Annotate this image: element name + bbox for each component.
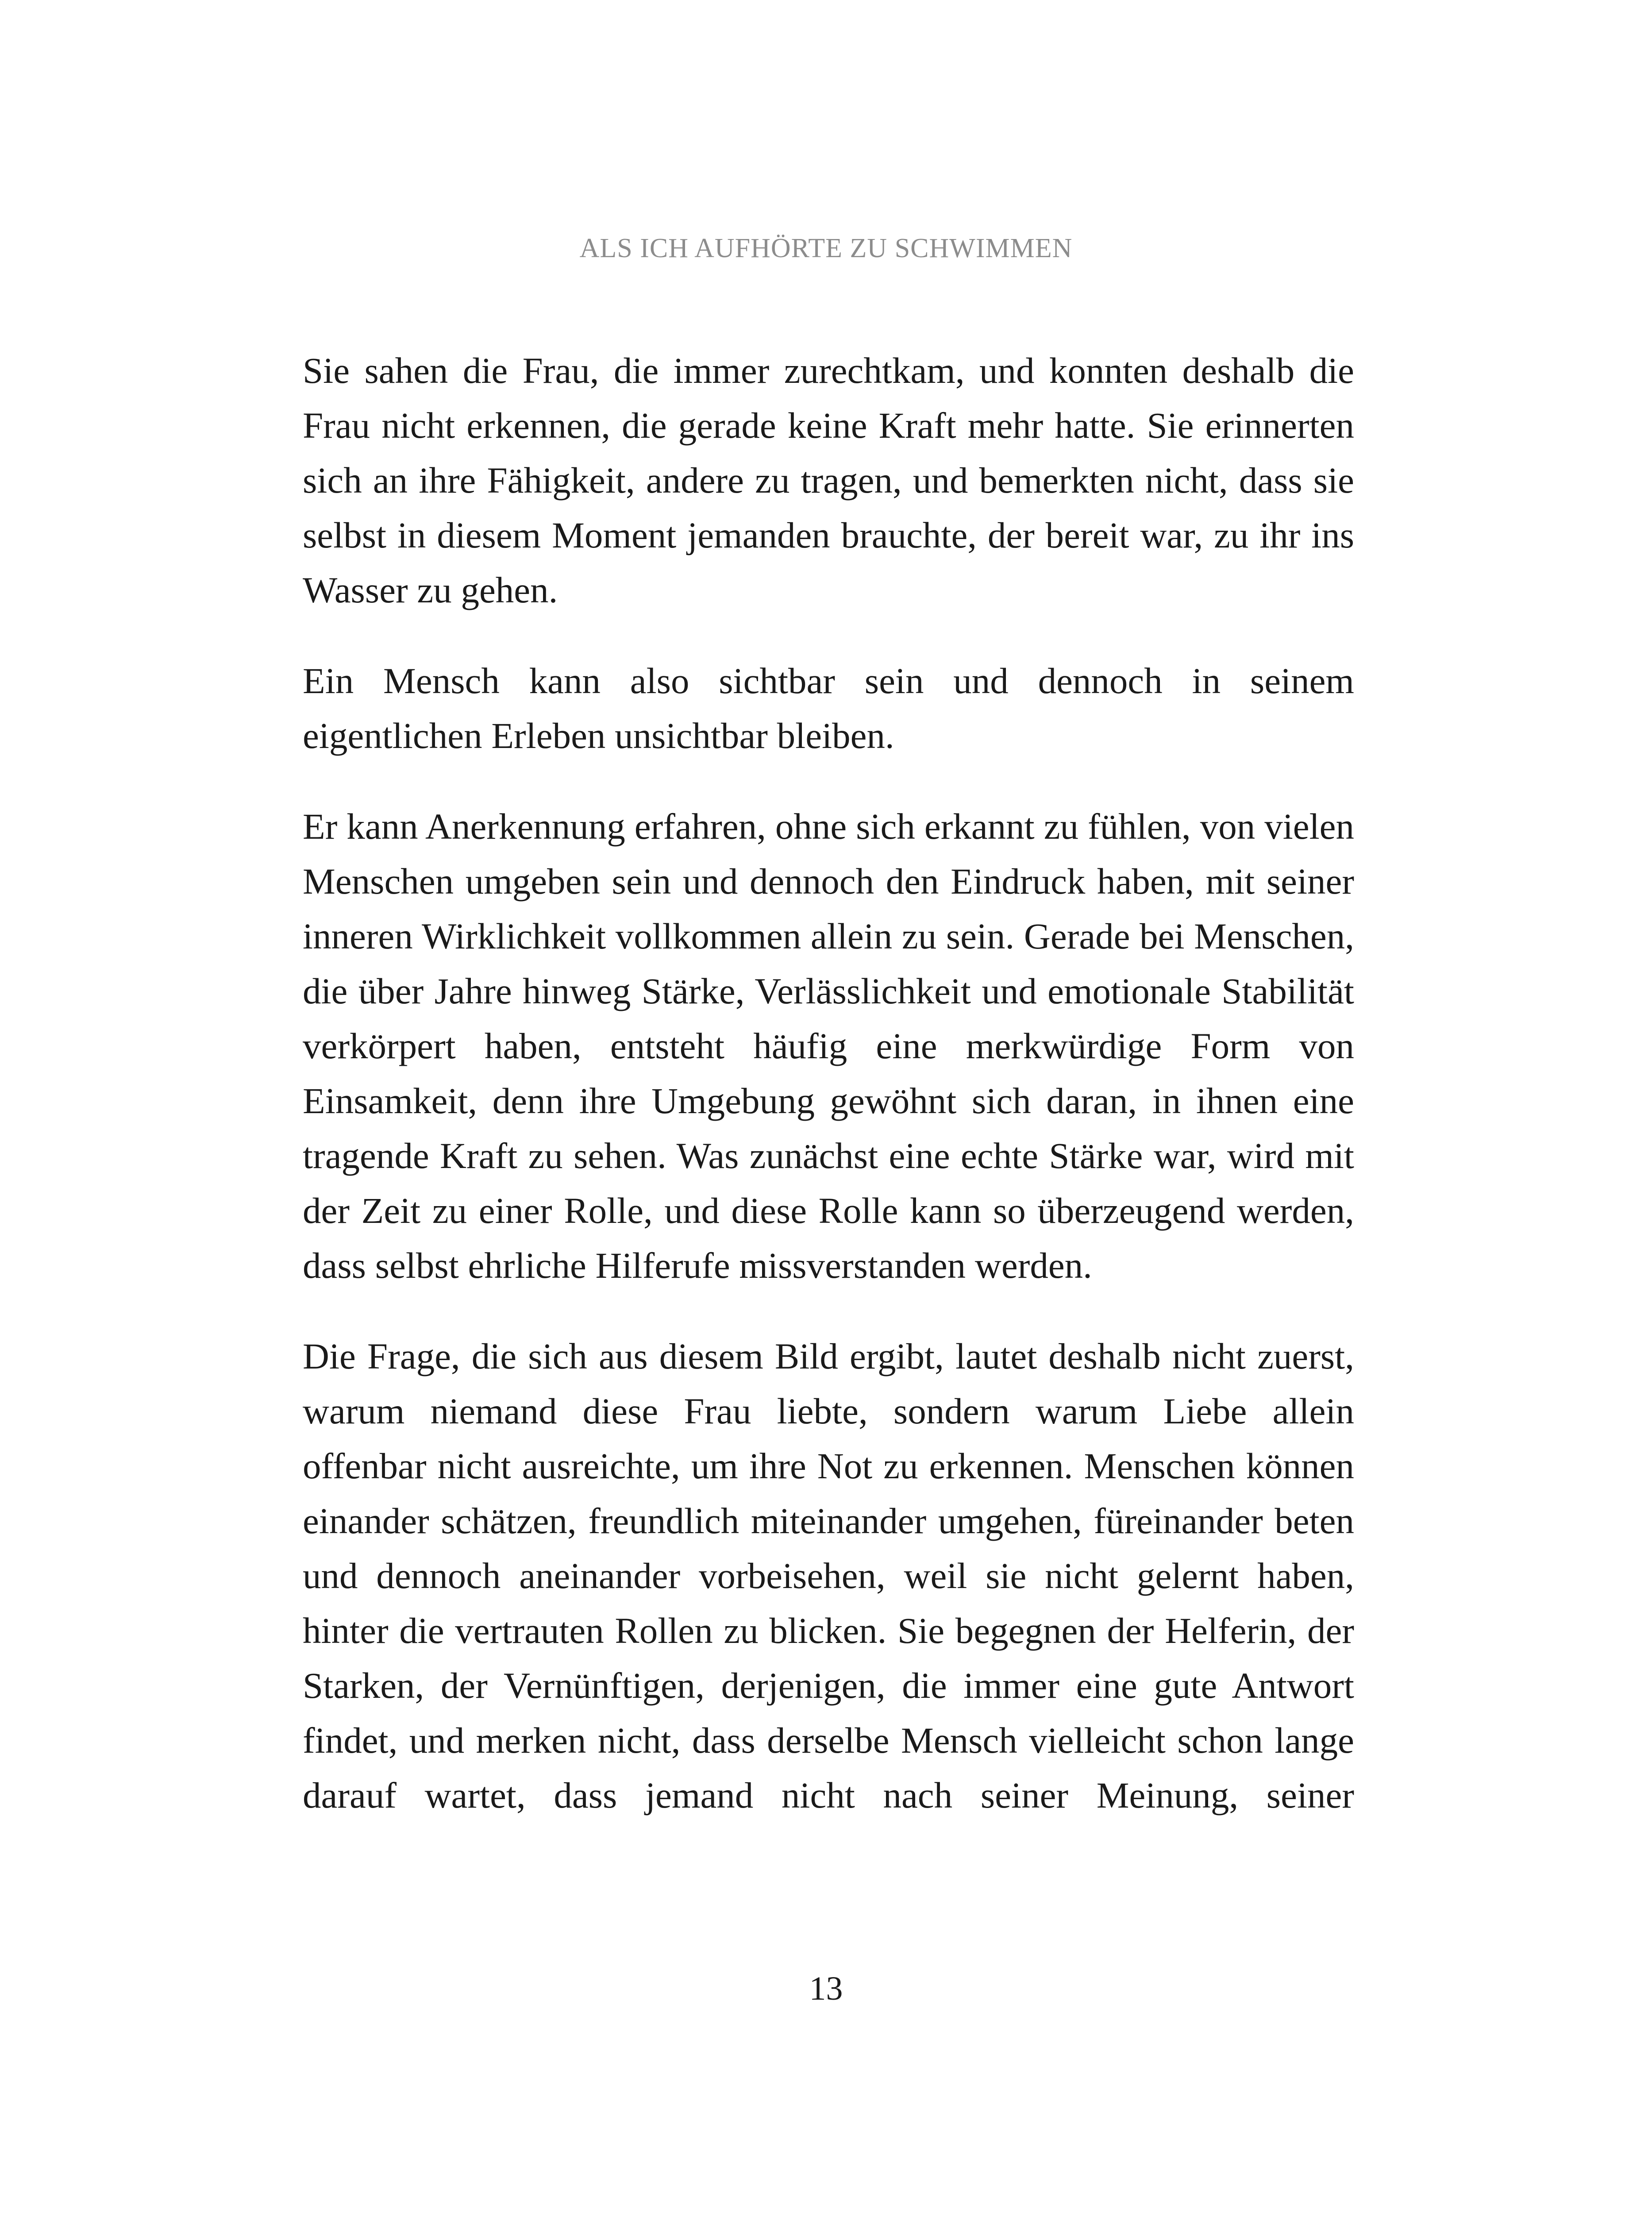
paragraph: Ein Mensch kann also sichtbar sein und dennoch in seinem eigentlichen Erleben unsichtbar bleiben. [303,660,1354,756]
body-text [303,343,1354,1823]
running-header: ALS ICH AUFHÖRTE ZU SCHWIMMEN [579,233,1073,263]
paragraph: Sie sahen die Frau, die immer zurechtkam, und konnten deshalb die Frau nicht erkennen, die gerade keine Kraft mehr hatte. Sie erinnerten sich an ihre Fähigkeit, andere zu tragen, und bemerkten nicht, dass sie selbst in diesem Moment jemanden brauchte, der bereit war, zu ihr ins Wasser zu gehen. [303,350,1354,610]
page-number: 13 [809,1970,843,2007]
paragraph: Er kann Anerkennung erfahren, ohne sich erkannt zu fühlen, von vielen Menschen umgeben sein und dennoch den Eindruck haben, mit seiner inneren Wirklichkeit vollkommen allein zu sein. Gerade bei Menschen, die über Jahre hinweg Stärke, Verlässlichkeit und emotionale Stabilität verkörpert haben, entsteht häufig eine merkwürdige Form von Einsamkeit, denn ihre Umgebung gewöhnt sich daran, in ihnen eine tragende Kraft zu sehen. Was zunächst eine echte Stärke war, wird mit der Zeit zu einer Rolle, und diese Rolle kann so überzeugend werden, dass selbst ehrliche Hilferufe missverstanden werden. [303,806,1354,1286]
paragraph: Die Frage, die sich aus diesem Bild ergibt, lautet deshalb nicht zuerst, warum niemand diese Frau liebte, sondern warum Liebe allein offenbar nicht ausreichte, um ihre Not zu erkennen. Menschen können einander schätzen, freundlich miteinander umgehen, füreinander beten und dennoch aneinander vorbeisehen, weil sie nicht gelernt haben, hinter die vertrauten Rollen zu blicken. Sie begegnen der Helferin, der Starken, der Vernünftigen, derjenigen, die immer eine gute Antwort findet, und merken nicht, dass derselbe Mensch vielleicht schon lange darauf wartet, dass jemand nicht nach seiner Meinung, seiner [303,1336,1354,1816]
